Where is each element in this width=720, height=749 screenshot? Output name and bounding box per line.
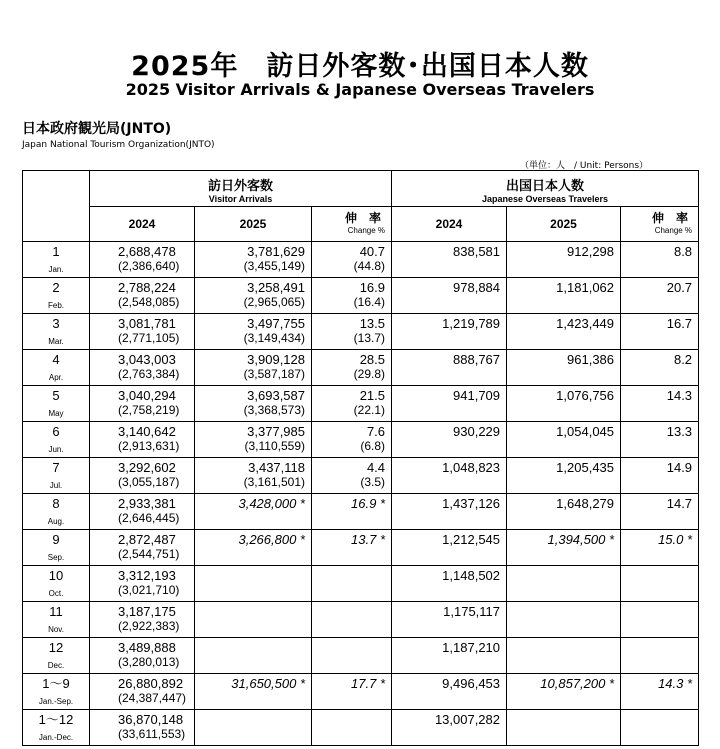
table-row [23, 458, 699, 494]
japanese-change-value: 14.3 * [658, 676, 693, 691]
visitors-change-value: 13.5 [359, 316, 386, 331]
visitors-change-prev-value: (13.7) [353, 331, 386, 345]
month-cell [23, 314, 90, 350]
japanese-2025-cell [507, 638, 621, 674]
month-label-en: Jul. [49, 481, 63, 490]
japanese-2025-value [507, 710, 614, 712]
japanese-2025-value [507, 638, 614, 640]
visitors-change-value: 4.4 [366, 460, 386, 475]
japanese-change-value [621, 710, 692, 712]
visitors-header-en: Visitor Arrivals [208, 194, 273, 204]
visitors-2024-prev-value: (3,280,013) [118, 655, 180, 669]
visitors-2024-value: 3,081,781 [118, 316, 176, 331]
visitors-2025-prev-value: (3,455,149) [243, 259, 305, 273]
visitors-change-cell [312, 278, 392, 314]
japanese-change-value [621, 566, 692, 568]
japanese-change-cell [621, 422, 699, 458]
month-label-en: Jun. [48, 445, 64, 454]
visitors-2025-value: 3,258,491 [247, 280, 305, 295]
month-number: 11 [49, 604, 63, 619]
japanese-2025-value: 1,648,279 [556, 496, 615, 511]
visitors-2024-cell [90, 314, 195, 350]
visitors-2024-prev-value: (2,758,219) [118, 403, 180, 417]
corner-cell [23, 171, 90, 242]
visitors-2025-value [195, 602, 305, 604]
visitors-change-cell [312, 386, 392, 422]
visitors-2024-cell [90, 422, 195, 458]
visitors-2025-cell [195, 566, 312, 602]
table-row [23, 314, 699, 350]
visitors-2024-value: 3,043,003 [118, 352, 176, 367]
visitors-2024-prev-value: (2,763,384) [118, 367, 180, 381]
month-number: 10 [48, 568, 64, 583]
visitors-2025-cell [195, 530, 312, 566]
japanese-2024-value: 838,581 [453, 244, 501, 259]
month-cell [23, 458, 90, 494]
japanese-change-value [621, 638, 692, 640]
japanese-2024-value: 930,229 [453, 424, 501, 439]
table-row [23, 242, 699, 278]
visitors-2024-value: 3,140,642 [118, 424, 176, 439]
japanese-2025-cell [507, 278, 621, 314]
japanese-change-cell [621, 350, 699, 386]
japanese-change-cell [621, 566, 699, 602]
visitors-change-cell [312, 530, 392, 566]
month-label-en: Mar. [48, 337, 64, 346]
japanese-2025-cell [507, 386, 621, 422]
japanese-2024-cell [392, 566, 507, 602]
table-row [23, 530, 699, 566]
change-label-ja: 伸 率 [345, 211, 382, 225]
visitors-change-value: 16.9 * [351, 496, 386, 511]
japanese-2025-cell [507, 458, 621, 494]
visitors-change-value: 16.9 [359, 280, 386, 295]
visitors-change-value: 13.7 * [351, 532, 386, 547]
japanese-2025-value: 1,394,500 * [547, 532, 615, 547]
visitors-change-value: 40.7 [359, 244, 386, 259]
month-number: 1～12 [38, 712, 74, 727]
visitors-2024-prev-value: (2,771,105) [118, 331, 180, 345]
japanese-change-cell [621, 278, 699, 314]
visitors-2025-value: 3,437,118 [248, 460, 305, 475]
visitors-change-cell [312, 674, 392, 710]
visitors-2024-cell [90, 386, 195, 422]
month-number: 8 [52, 496, 60, 511]
visitors-2025-prev-value: (3,161,501) [243, 475, 305, 489]
table-row [23, 566, 699, 602]
visitors-change-cell [312, 314, 392, 350]
visitors-2025-value: 3,497,755 [247, 316, 305, 331]
visitors-change-value: 21.5 [359, 388, 386, 403]
japanese-2024-value: 13,007,282 [434, 712, 501, 727]
visitors-2025-cell [195, 458, 312, 494]
table-row [23, 674, 699, 710]
visitors-change-value [312, 638, 385, 640]
month-number: 2 [52, 280, 60, 295]
table-row [23, 422, 699, 458]
visitors-2024-value: 3,187,175 [118, 604, 176, 619]
visitors-2024-prev-value: (3,055,187) [118, 475, 180, 489]
japanese-2025-cell [507, 242, 621, 278]
visitors-change-value: 17.7 * [351, 676, 386, 691]
japanese-2024-cell [392, 494, 507, 530]
visitors-2025-prev-value: (2,965,065) [243, 295, 305, 309]
change-label-en: Change % [347, 226, 386, 235]
month-label-en: Aug. [47, 517, 65, 526]
japanese-2024-cell [392, 314, 507, 350]
japanese-2024-cell [392, 458, 507, 494]
visitors-change-prev-value: (6.8) [360, 439, 386, 453]
japanese-2024-cell [392, 386, 507, 422]
visitors-2024-value: 3,040,294 [118, 388, 176, 403]
japanese-2024-cell [392, 674, 507, 710]
japanese-2024-value: 941,709 [453, 388, 501, 403]
month-number: 9 [52, 532, 60, 547]
month-label-en: Nov. [48, 625, 64, 634]
visitors-2025-prev-value: (3,149,434) [243, 331, 305, 345]
visitors-2025-prev-value: (3,587,187) [243, 367, 305, 381]
japanese-2025-value: 961,386 [567, 352, 615, 367]
japanese-change-value: 14.3 [666, 388, 693, 403]
visitors-2024-cell [90, 278, 195, 314]
table-row [23, 710, 699, 746]
month-number: 6 [52, 424, 60, 439]
japanese-change-value [621, 602, 692, 604]
col-japanese-change [621, 207, 699, 242]
visitors-change-cell [312, 422, 392, 458]
month-label-en: Jan.-Dec. [38, 733, 74, 742]
change-label-en: Change % [654, 226, 693, 235]
japanese-2024-cell [392, 422, 507, 458]
month-number: 4 [52, 352, 60, 367]
visitors-2025-value: 3,693,587 [247, 388, 305, 403]
statistics-table [22, 170, 699, 746]
month-number: 7 [52, 460, 60, 475]
japanese-change-cell [621, 530, 699, 566]
month-label-en: Sep. [47, 553, 65, 562]
col-japanese-2024: 2024 [392, 207, 507, 242]
col-visitors-2024: 2024 [90, 207, 195, 242]
visitors-2025-value [195, 710, 305, 712]
japanese-change-value: 8.8 [673, 244, 693, 259]
table-row [23, 278, 699, 314]
visitors-2025-cell [195, 278, 312, 314]
japanese-change-cell [621, 458, 699, 494]
japanese-2025-cell [507, 674, 621, 710]
japanese-change-cell [621, 242, 699, 278]
japanese-2024-value: 888,767 [453, 352, 501, 367]
visitors-2025-cell [195, 602, 312, 638]
visitors-2024-prev-value: (2,922,383) [118, 619, 180, 633]
visitors-2025-value [195, 566, 305, 568]
page-subtitle: 2025 Visitor Arrivals & Japanese Overseas Travelers [125, 80, 595, 99]
japanese-2024-cell [392, 278, 507, 314]
japanese-2025-cell [507, 314, 621, 350]
visitors-2024-value: 2,688,478 [118, 244, 176, 259]
japanese-change-cell [621, 602, 699, 638]
japanese-change-value: 8.2 [673, 352, 693, 367]
visitors-2024-value: 3,312,193 [118, 568, 176, 583]
month-label-en: Jan.-Sep. [38, 697, 74, 706]
col-japanese-2025: 2025 [507, 207, 621, 242]
visitors-2024-prev-value: (2,544,751) [118, 547, 180, 561]
unit-label: （単位：人 / Unit: Persons） [520, 161, 649, 171]
visitors-change-value [312, 710, 385, 712]
visitors-2024-cell [90, 710, 195, 746]
visitors-change-cell [312, 566, 392, 602]
month-cell [23, 710, 90, 746]
japanese-change-value: 14.9 [666, 460, 693, 475]
japanese-2024-cell [392, 242, 507, 278]
visitors-2025-cell [195, 350, 312, 386]
visitors-change-prev-value: (16.4) [353, 295, 386, 309]
japanese-2025-value: 1,054,045 [556, 424, 615, 439]
visitors-2025-value: 3,428,000 * [238, 496, 305, 511]
japanese-2025-value: 1,181,062 [556, 280, 615, 295]
japanese-2025-cell [507, 530, 621, 566]
japanese-2024-value: 1,175,117 [443, 604, 501, 619]
japanese-2024-value: 1,187,210 [442, 640, 501, 655]
visitors-2024-prev-value: (3,021,710) [118, 583, 180, 597]
col-visitors-2025: 2025 [195, 207, 312, 242]
month-label-en: Apr. [48, 373, 64, 382]
visitors-change-cell [312, 602, 392, 638]
japanese-2024-value: 1,212,545 [442, 532, 501, 547]
visitors-2025-cell [195, 314, 312, 350]
japanese-change-cell [621, 638, 699, 674]
month-label-en: Jan. [48, 265, 64, 274]
visitors-change-prev-value: (3.5) [360, 475, 386, 489]
visitors-change-cell [312, 710, 392, 746]
visitors-2024-cell [90, 566, 195, 602]
month-cell [23, 350, 90, 386]
visitors-2024-cell [90, 674, 195, 710]
japanese-change-value: 14.7 [666, 496, 693, 511]
visitors-2025-cell [195, 494, 312, 530]
visitors-change-cell [312, 458, 392, 494]
japanese-change-cell [621, 674, 699, 710]
japanese-2025-value: 912,298 [567, 244, 615, 259]
visitors-2024-value: 2,872,487 [118, 532, 176, 547]
table-row [23, 602, 699, 638]
month-number: 3 [52, 316, 60, 331]
japanese-2024-value: 9,496,453 [442, 676, 501, 691]
visitors-2025-prev-value: (3,368,573) [243, 403, 305, 417]
japanese-2024-cell [392, 638, 507, 674]
visitors-2025-value [195, 638, 305, 640]
month-number: 1～9 [42, 676, 70, 691]
visitors-change-cell [312, 350, 392, 386]
visitors-2025-cell [195, 638, 312, 674]
organization-name-en: Japan National Tourism Organization(JNTO) [22, 140, 215, 150]
visitors-2025-cell [195, 386, 312, 422]
japanese-2024-value: 1,148,502 [442, 568, 501, 583]
month-cell [23, 494, 90, 530]
visitors-change-prev-value: (44.8) [353, 259, 386, 273]
japanese-2025-value [507, 566, 614, 568]
japanese-header-en: Japanese Overseas Travelers [481, 194, 609, 204]
visitors-2025-value: 3,909,128 [247, 352, 305, 367]
japanese-2024-value: 1,048,823 [442, 460, 501, 475]
visitors-2025-value: 31,650,500 * [231, 676, 305, 691]
japanese-change-cell [621, 314, 699, 350]
month-cell [23, 386, 90, 422]
japanese-change-value: 13.3 [666, 424, 693, 439]
japanese-2024-cell [392, 530, 507, 566]
month-label-en: May [48, 409, 64, 418]
japanese-2025-value: 1,205,435 [556, 460, 615, 475]
visitors-change-cell [312, 242, 392, 278]
visitors-2024-value: 2,933,381 [118, 496, 176, 511]
organization-name: 日本政府観光局(JNTO) [22, 121, 172, 137]
visitors-2025-value: 3,266,800 * [238, 532, 305, 547]
visitors-group-header [90, 171, 392, 207]
visitors-change-value: 28.5 [359, 352, 386, 367]
japanese-2024-cell [392, 710, 507, 746]
japanese-2024-value: 978,884 [453, 280, 501, 295]
visitors-2024-prev-value: (24,387,447) [118, 691, 187, 705]
month-cell [23, 602, 90, 638]
japanese-2025-value [507, 602, 614, 604]
month-cell [23, 530, 90, 566]
month-cell [23, 278, 90, 314]
visitors-2024-prev-value: (2,386,640) [118, 259, 180, 273]
japanese-2025-cell [507, 710, 621, 746]
visitors-change-prev-value: (29.8) [353, 367, 386, 381]
visitors-2025-value: 3,781,629 [247, 244, 305, 259]
month-number: 1 [52, 244, 60, 259]
japanese-change-value: 20.7 [666, 280, 693, 295]
table-row [23, 494, 699, 530]
month-cell [23, 422, 90, 458]
visitors-2024-value: 36,870,148 [118, 712, 184, 727]
page-title: 2025年 訪日外客数･出国日本人数 [131, 51, 589, 82]
japanese-2025-cell [507, 494, 621, 530]
month-cell [23, 242, 90, 278]
month-label-en: Oct. [48, 589, 64, 598]
visitors-change-cell [312, 638, 392, 674]
visitors-2025-cell [195, 422, 312, 458]
month-number: 12 [48, 640, 64, 655]
change-label-ja: 伸 率 [652, 211, 689, 225]
japanese-change-cell [621, 494, 699, 530]
japanese-2024-cell [392, 350, 507, 386]
japanese-2025-cell [507, 422, 621, 458]
visitors-2025-cell [195, 242, 312, 278]
visitors-2024-prev-value: (2,913,631) [118, 439, 180, 453]
visitors-change-value: 7.6 [366, 424, 386, 439]
visitors-2024-value: 3,292,602 [118, 460, 176, 475]
visitors-2024-cell [90, 458, 195, 494]
japanese-2025-value: 10,857,200 * [540, 676, 615, 691]
visitors-change-prev-value: (22.1) [353, 403, 386, 417]
japanese-2024-value: 1,437,126 [442, 496, 501, 511]
visitors-2024-prev-value: (2,548,085) [118, 295, 180, 309]
col-visitors-change [312, 207, 392, 242]
visitors-2024-cell [90, 350, 195, 386]
visitors-2024-value: 3,489,888 [118, 640, 176, 655]
visitors-change-value [312, 566, 385, 568]
visitors-2024-value: 2,788,224 [118, 280, 176, 295]
japanese-change-cell [621, 710, 699, 746]
table-row [23, 638, 699, 674]
japanese-2025-cell [507, 602, 621, 638]
visitors-change-value [312, 602, 385, 604]
visitors-2025-cell [195, 674, 312, 710]
visitors-2024-cell [90, 530, 195, 566]
japanese-2025-cell [507, 350, 621, 386]
japanese-change-value: 16.7 [666, 316, 693, 331]
month-number: 5 [52, 388, 60, 403]
japanese-2024-value: 1,219,789 [442, 316, 501, 331]
japanese-group-header [392, 171, 699, 207]
japanese-2025-value: 1,423,449 [556, 316, 615, 331]
japanese-change-value: 15.0 * [658, 532, 693, 547]
month-cell [23, 638, 90, 674]
visitors-2024-value: 26,880,892 [118, 676, 184, 691]
japanese-change-cell [621, 386, 699, 422]
visitors-2025-value: 3,377,985 [247, 424, 305, 439]
visitors-2024-cell [90, 602, 195, 638]
visitors-header-ja: 訪日外客数 [208, 178, 274, 193]
japanese-2024-cell [392, 602, 507, 638]
japanese-header-ja: 出国日本人数 [506, 178, 585, 193]
japanese-2025-value: 1,076,756 [556, 388, 615, 403]
visitors-2024-cell [90, 638, 195, 674]
japanese-2025-cell [507, 566, 621, 602]
visitors-change-cell [312, 494, 392, 530]
visitors-2024-cell [90, 242, 195, 278]
month-cell [23, 566, 90, 602]
visitors-2024-prev-value: (33,611,553) [118, 727, 186, 741]
visitors-2025-prev-value: (3,110,559) [244, 439, 305, 453]
table-row [23, 386, 699, 422]
visitors-2024-cell [90, 494, 195, 530]
month-cell [23, 674, 90, 710]
visitors-2024-prev-value: (2,646,445) [118, 511, 180, 525]
table-row [23, 350, 699, 386]
visitors-2025-cell [195, 710, 312, 746]
month-label-en: Feb. [47, 301, 64, 310]
month-label-en: Dec. [47, 661, 65, 670]
